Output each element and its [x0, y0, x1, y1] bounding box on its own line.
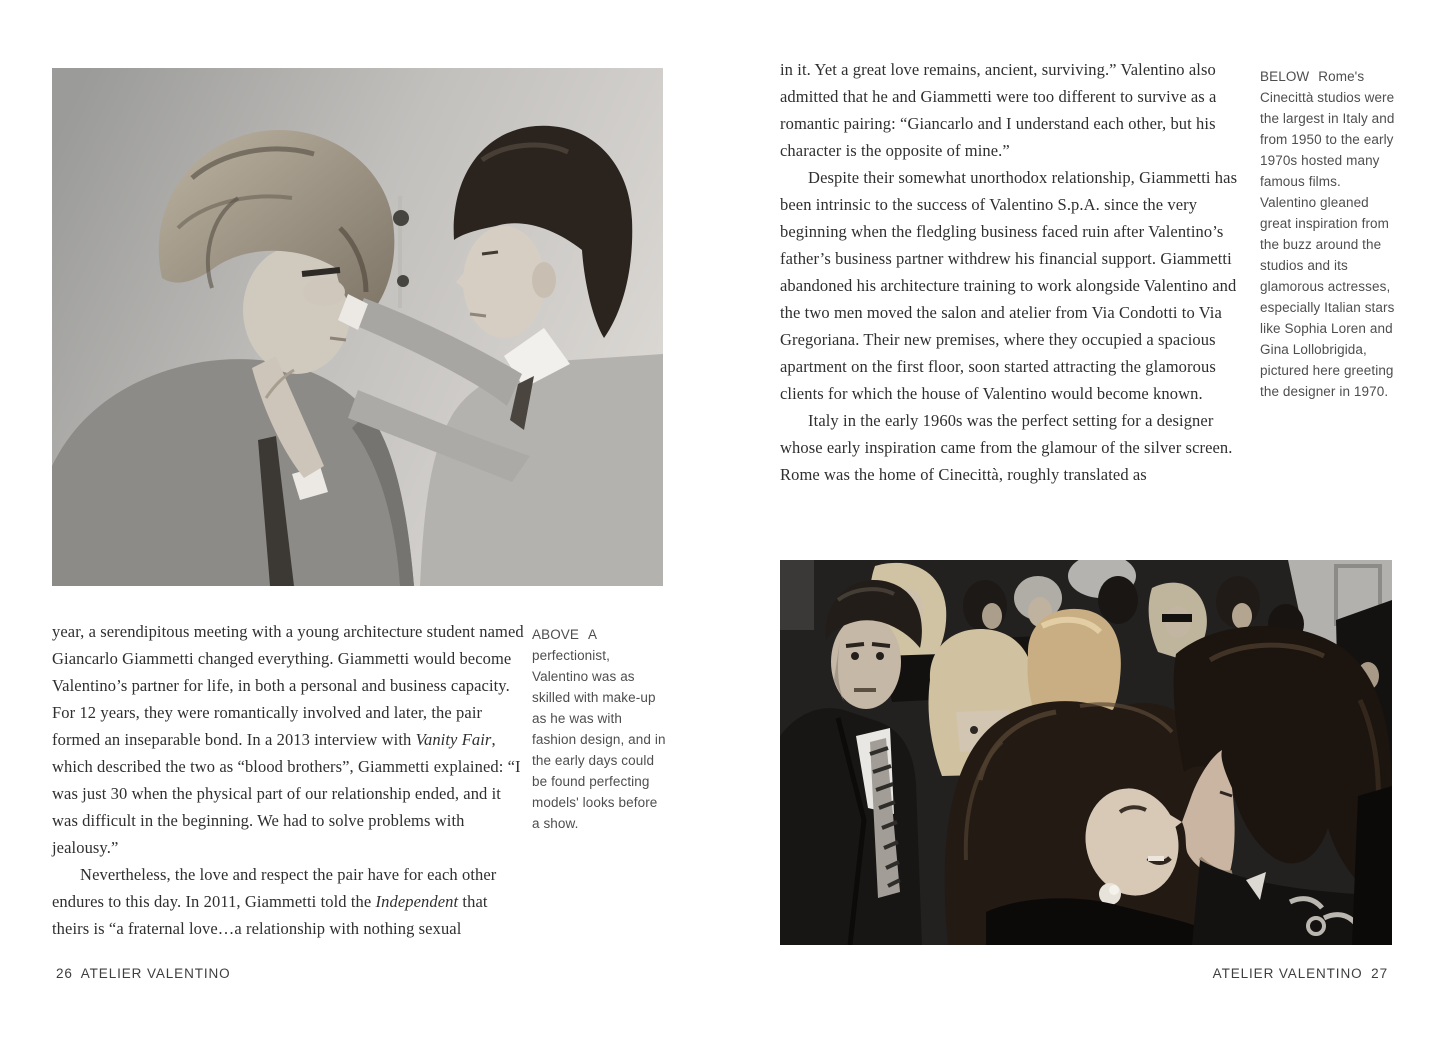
left-photo-caption [532, 624, 666, 834]
makeup-photo [52, 68, 663, 586]
party-photo [780, 560, 1392, 945]
running-title: ATELIER VALENTINO [1212, 966, 1363, 981]
caption-tag: BELOW [1260, 69, 1310, 84]
valentino-kissing-figure [1174, 626, 1392, 945]
caption-text: A perfectionist, Valentino was as skilled with make-up as he was with fashion design, and in the early days could be found perfecting models' looks before a show. [532, 627, 666, 831]
right-page-footer [1213, 966, 1392, 981]
caption-tag: ABOVE [532, 627, 580, 642]
running-title: ATELIER VALENTINO [80, 966, 231, 981]
body-paragraph: year, a serendipitous meeting with a young architecture student named Giancarlo Giammetti changed everything. Giammetti would become Valentino’s partner for life, in both a personal and business capacity. For 12 years, they were romantically involved and later, the pair formed an inseparable bond. In a 2013 interview with Vanity Fair, which described the two as “blood brothers”, Giammetti explained: “I was just 30 when the physical part of our relationship ended, and it was difficult in the beginning. We had to solve problems with jealousy.” [52, 622, 524, 857]
left-body-text [52, 618, 524, 942]
page-number: 27 [1371, 966, 1388, 981]
right-body-text [780, 56, 1248, 488]
body-paragraph: in it. Yet a great love remains, ancient, surviving.” Valentino also admitted that he and Giammetti were too different to survive as a romantic pairing: “Giancarlo and I understand each other, but his character is the opposite of mine.” [780, 60, 1217, 160]
body-paragraph: Nevertheless, the love and respect the pair have for each other endures to this day. In 2011, Giammetti told the Independent that theirs is “a fraternal love…a relationship with nothing sexual [52, 865, 497, 938]
page-number: 26 [56, 966, 73, 981]
right-photo-caption [1260, 66, 1398, 402]
caption-text: Rome's Cinecittà studios were the largest in Italy and from 1950 to the early 1970s hosted many famous films. Valentino gleaned great inspiration from the buzz around the studios and its glamorous actresses, especially Italian stars like Sophia Loren and Gina Lollobrigida, pictured here greeting the designer in 1970. [1260, 69, 1395, 399]
party-photo-graphic [780, 560, 1392, 945]
body-paragraph: Despite their somewhat unorthodox relationship, Giammetti has been intrinsic to the success of Valentino S.p.A. since the very beginning when the fledgling business faced ruin after Valentino’s father’s business partner withdrew his financial support. Giammetti abandoned his architecture training to work alongside Valentino and the two men moved the salon and atelier from Via Condotti to Via Gregoriana. Their new premises, where they occupied a spacious apartment on the first floor, soon started attracting the glamorous clients for which the house of Valentino would become known. [780, 168, 1238, 403]
body-paragraph: Italy in the early 1960s was the perfect setting for a designer whose early inspiration came from the glamour of the silver screen. Rome was the home of Cinecittà, roughly translated as [780, 411, 1233, 484]
left-page-footer [52, 966, 231, 981]
makeup-photo-graphic [52, 68, 663, 586]
